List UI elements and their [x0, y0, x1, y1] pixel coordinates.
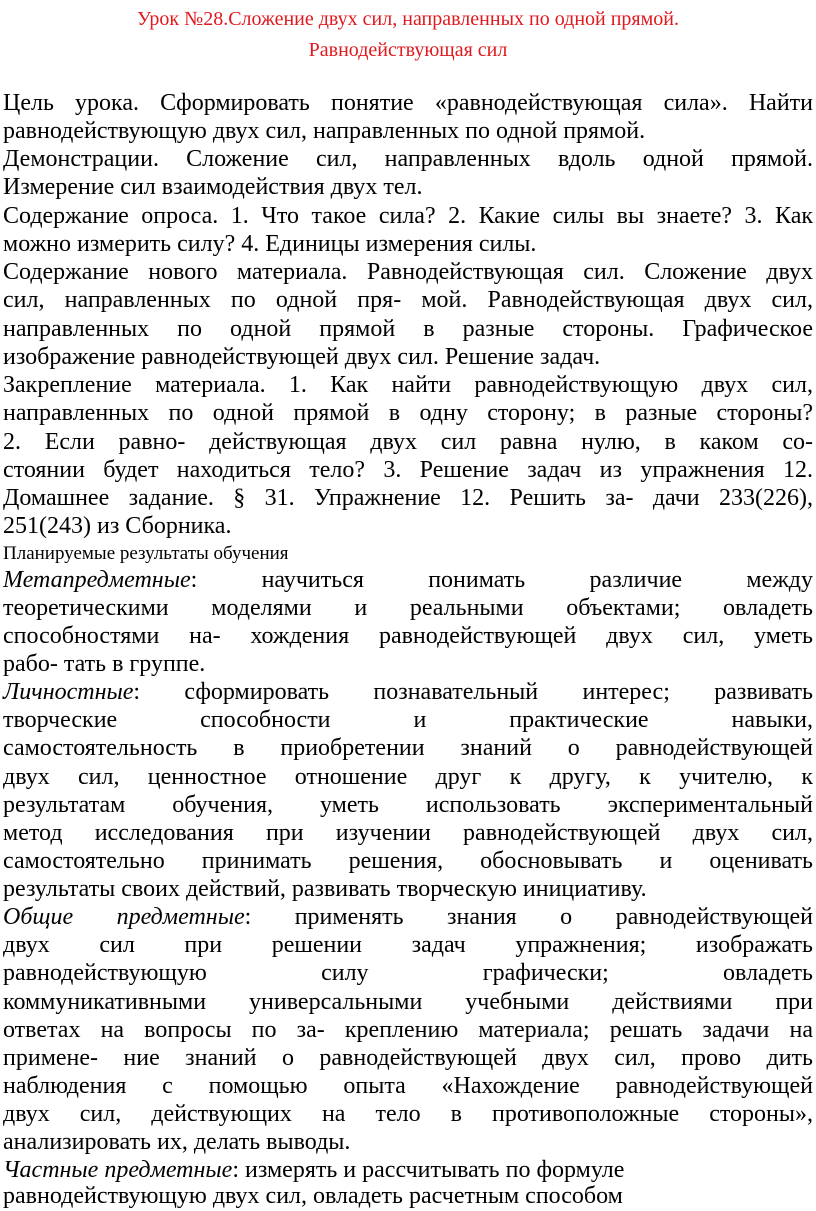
- meta-label: Метапредметные: [3, 567, 191, 593]
- partial-label: Частные предметные: [3, 1157, 233, 1183]
- text-line: метод исследования при изучении равнодействующей двух сил,: [3, 820, 813, 846]
- text-line: равнодействующую двух сил, овладеть расчетным способом: [3, 1183, 623, 1209]
- meta-first-line: [3, 565, 813, 595]
- text-line: наблюдения с помощью опыта «Нахождение равнодействующей: [3, 1073, 813, 1099]
- text-line: двух сил, ценностное отношение друг к другу, к учителю, к: [3, 764, 813, 790]
- text-line: направленных по одной прямой в одну сторону; в разные стороны?: [3, 400, 813, 426]
- text-line: результатам обучения, уметь использовать экспериментальный: [3, 792, 813, 818]
- text-line: творческие способности и практические навыки,: [3, 707, 813, 733]
- text-line: стоянии будет находиться тело? 3. Решение задач из упражнения 12.: [3, 457, 813, 483]
- personal-text: : сформировать познавательный интерес; развивать: [133, 679, 813, 705]
- text-line: двух сил, действующих на тело в противоположные стороны»,: [3, 1101, 813, 1127]
- text-line: Цель урока. Сформировать понятие «равнодействующая сила». Найти: [3, 90, 813, 116]
- text-line: анализировать их, делать выводы.: [3, 1129, 351, 1155]
- text-line: изображение равнодействующей двух сил. Решение задач.: [3, 344, 601, 370]
- results-heading: Планируемые результаты обучения: [3, 543, 289, 564]
- text-line: можно измерить силу? 4. Единицы измерения силы.: [3, 231, 537, 257]
- title-line-2: Равнодействующая сил: [308, 39, 508, 61]
- text-line: 251(243) из Сборника.: [3, 513, 232, 539]
- text-line: двух сил при решении задач упражнения; изображать: [3, 932, 813, 958]
- text-line: Измерение сил взаимодействия двух тел.: [3, 174, 423, 200]
- text-line: примене- ние знаний о равнодействующей двух сил, прово дить: [3, 1045, 813, 1071]
- text-line: способностями на- хождения равнодействующей двух сил, уметь: [3, 623, 813, 649]
- title-line-1: Урок №28.Сложение двух сил, направленных по одной прямой.: [137, 8, 679, 30]
- text-line: Содержание нового материала. Равнодействующая сил. Сложение двух: [3, 259, 813, 285]
- text-line: Домашнее задание. § 31. Упражнение 12. Решить за- дачи 233(226),: [3, 485, 813, 511]
- text-line: направленных по одной прямой в разные стороны. Графическое: [3, 316, 813, 342]
- general-label: Общие предметные: [3, 904, 245, 930]
- text-line: равнодействующую двух сил, направленных по одной прямой.: [3, 118, 646, 144]
- text-line: результаты своих действий, развивать творческую инициативу.: [3, 876, 647, 902]
- text-line: 2. Если равно- действующая двух сил равна нулю, в каком со-: [3, 429, 813, 455]
- text-line: Содержание опроса. 1. Что такое сила? 2. Какие силы вы знаете? 3. Как: [3, 203, 813, 229]
- general-first-line: [3, 902, 813, 932]
- text-line: самостоятельность в приобретении знаний о равнодействующей: [3, 735, 813, 761]
- partial-text: : измерять и рассчитывать по формуле: [232, 1157, 625, 1183]
- text-line: Закрепление материала. 1. Как найти равнодействующую двух сил,: [3, 372, 813, 398]
- personal-first-line: [3, 677, 813, 707]
- text-line: равнодействующую силу графически; овладеть: [3, 960, 813, 986]
- general-text: : применять знания о равнодействующей: [244, 904, 813, 930]
- lesson-title: [0, 4, 816, 66]
- text-line: Демонстрации. Сложение сил, направленных вдоль одной прямой.: [3, 146, 813, 172]
- text-line: самостоятельно принимать решения, обосновывать и оценивать: [3, 848, 813, 874]
- text-line: ответах на вопросы по за- креплению материала; решать задачи на: [3, 1017, 813, 1043]
- text-line: сил, направленных по одной пря- мой. Равнодействующая двух сил,: [3, 287, 813, 313]
- text-line: рабо- тать в группе.: [3, 651, 206, 677]
- personal-label: Личностные: [3, 679, 134, 705]
- text-line: коммуникативными универсальными учебными действиями при: [3, 989, 813, 1015]
- text-line: теоретическими моделями и реальными объектами; овладеть: [3, 595, 813, 621]
- meta-text: : научиться понимать различие между: [190, 567, 813, 593]
